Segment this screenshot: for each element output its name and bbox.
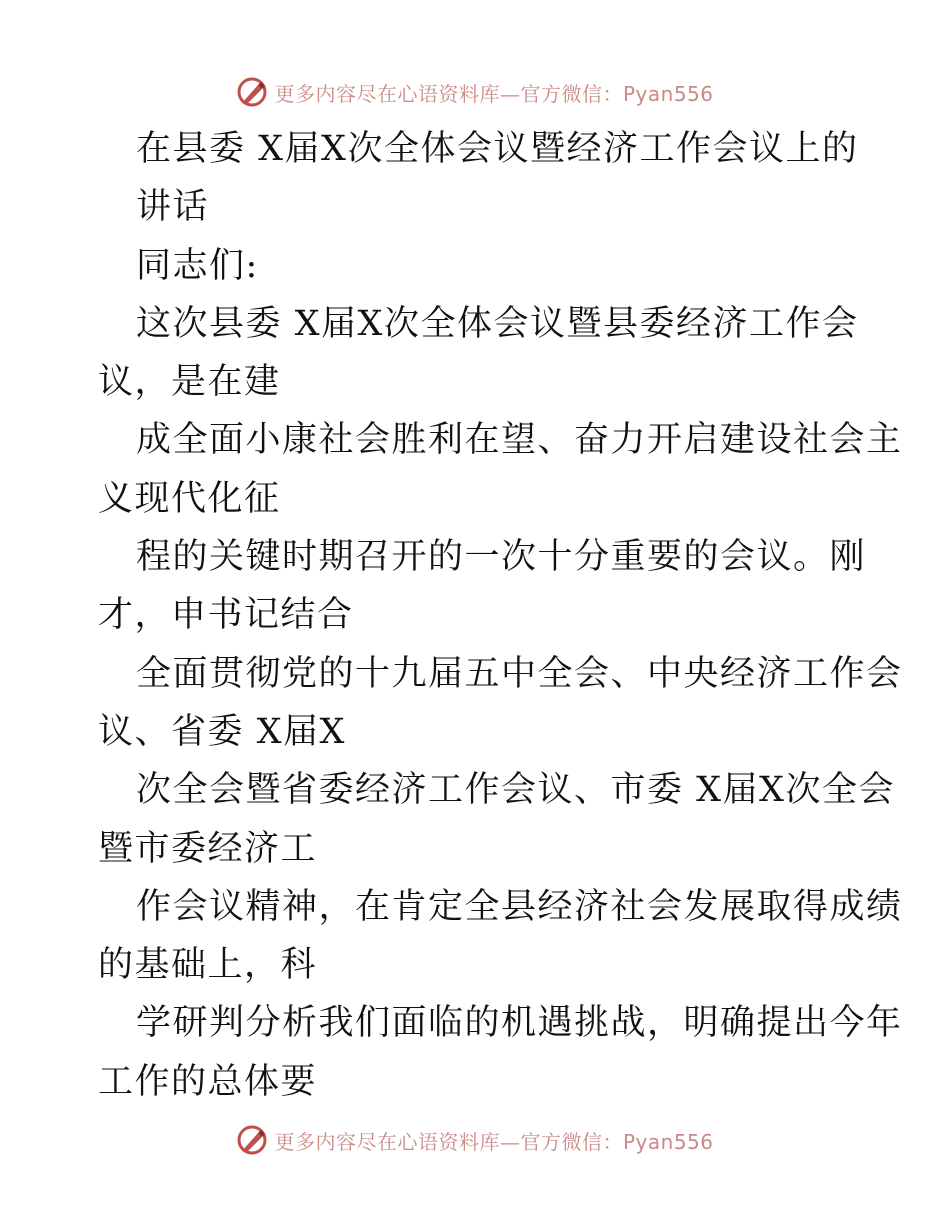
body-line: 全面贯彻党的十九届五中全会、中央经济工作会 bbox=[136, 653, 903, 694]
salutation: 同志们: bbox=[136, 245, 259, 286]
header-watermark bbox=[0, 72, 950, 112]
body-line: 成全面小康社会胜利在望、奋力开启建设社会主 bbox=[136, 420, 903, 461]
body-line: 作会议精神，在肯定全县经济社会发展取得成绩 bbox=[136, 886, 903, 927]
title-line-2: 讲话 bbox=[136, 187, 210, 228]
body-line: 程的关键时期召开的一次十分重要的会议。刚 bbox=[136, 537, 867, 578]
body-line: 学研判分析我们面临的机遇挑战，明确提出今年 bbox=[136, 1003, 903, 1044]
body-line: 义现代化征 bbox=[98, 478, 281, 519]
body-line: 这次县委 X届X次全体会议暨县委经济工作会 bbox=[136, 303, 859, 344]
body-line: 议，是在建 bbox=[98, 362, 281, 403]
body-line: 的基础上，科 bbox=[98, 945, 318, 986]
pen-logo-icon bbox=[236, 76, 268, 108]
body-line: 议、省委 X届X bbox=[98, 711, 346, 752]
pen-logo-icon bbox=[236, 1124, 268, 1156]
body-line: 才，申书记结合 bbox=[98, 595, 354, 636]
title-line-1: 在县委 X届X次全体会议暨经济工作会议上的 bbox=[136, 129, 859, 169]
watermark-text: 更多内容尽在心语资料库—官方微信：Pyan556 bbox=[274, 1129, 714, 1154]
body-line: 暨市委经济工 bbox=[98, 828, 318, 869]
body-line: 工作的总体要 bbox=[98, 1061, 318, 1102]
document-body bbox=[98, 120, 903, 1111]
watermark-text: 更多内容尽在心语资料库—官方微信：Pyan556 bbox=[274, 81, 714, 106]
body-line: 次全会暨省委经济工作会议、市委 X届X次全会 bbox=[136, 770, 895, 811]
footer-watermark bbox=[0, 1120, 950, 1160]
